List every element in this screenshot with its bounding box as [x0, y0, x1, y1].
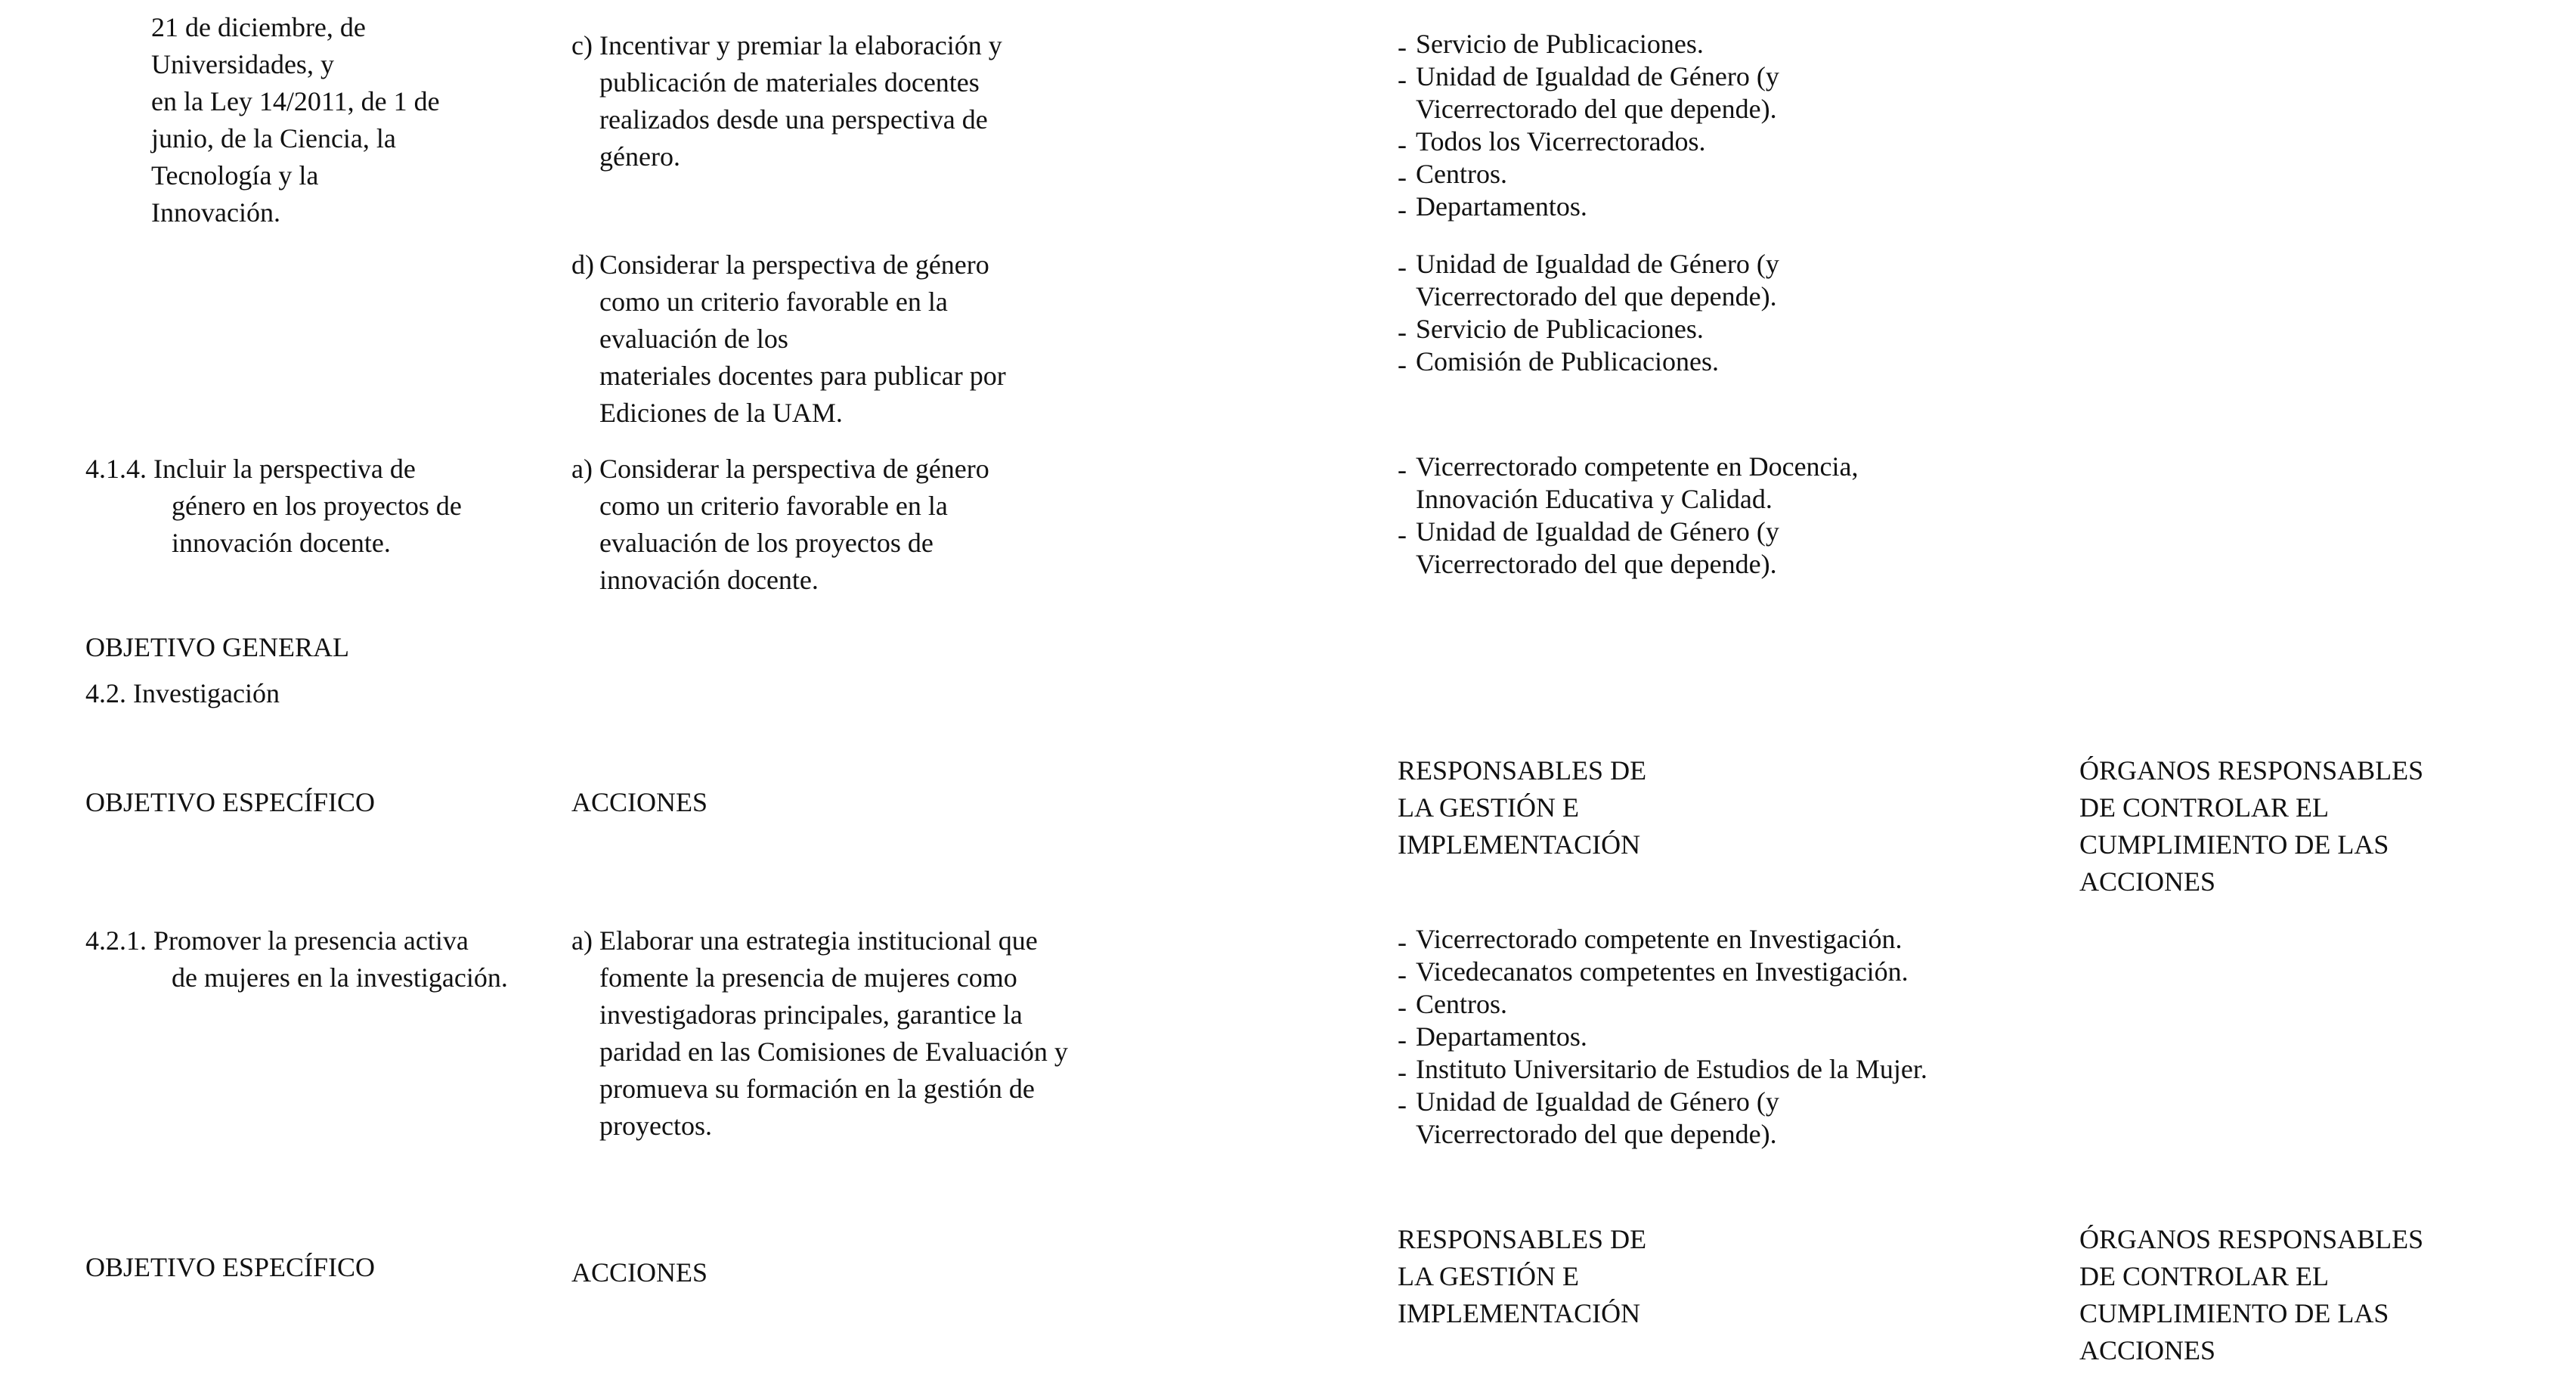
list-item: - Comisión de Publicaciones.	[1398, 346, 1719, 380]
objective-4-2-1: 4.2.1. Promover la presencia activa de mujeres en la investigación.	[85, 925, 508, 993]
column-header-control: ÓRGANOS RESPONSABLES DE CONTROLAR EL CUMPLIMIENTO DE LAS ACCIONES	[2079, 755, 2424, 897]
column-header-actions: ACCIONES	[571, 787, 708, 817]
list-item: - Instituto Universitario de Estudios de la Mujer.	[1398, 1054, 1927, 1087]
action-label: c)	[571, 30, 593, 60]
responsibles-c	[1398, 28, 1779, 223]
list-item: - Vicerrectorado competente en Docencia, Innovación Educativa y Calidad.	[1398, 451, 1859, 514]
list-item: - Servicio de Publicaciones.	[1398, 314, 1704, 347]
column-header-control: ÓRGANOS RESPONSABLES DE CONTROLAR EL CUMPLIMIENTO DE LAS ACCIONES	[2079, 1224, 2424, 1365]
list-item: - Unidad de Igualdad de Género (y Vicerrectorado del que depende).	[1398, 61, 1779, 124]
list-item: - Unidad de Igualdad de Género (y Vicerrectorado del que depende).	[1398, 516, 1779, 579]
column-header-actions: ACCIONES	[571, 1257, 708, 1288]
intro-legal-reference: 21 de diciembre, de Universidades, y en la Ley 14/2011, de 1 de junio, de la Ciencia, la Tecnología y la Innovación.	[151, 12, 440, 228]
list-item: - Centros.	[1398, 159, 1507, 192]
list-item: - Todos los Vicerrectorados.	[1398, 126, 1706, 160]
general-objective-heading: OBJETIVO GENERAL	[85, 632, 349, 662]
action-label: d)	[571, 249, 594, 280]
list-item: - Departamentos.	[1398, 1021, 1587, 1055]
list-item: - Unidad de Igualdad de Género (y Vicerrectorado del que depende).	[1398, 249, 1779, 311]
column-header-objective: OBJETIVO ESPECÍFICO	[85, 1252, 376, 1282]
responsibles-d	[1398, 248, 1779, 378]
column-header-responsible: RESPONSABLES DE LA GESTIÓN E IMPLEMENTACIÓN	[1398, 1224, 1647, 1328]
list-item: - Vicerrectorado competente en Investigación.	[1398, 924, 1903, 957]
list-item: - Departamentos.	[1398, 191, 1587, 225]
objective-4-1-4: 4.1.4. Incluir la perspectiva de género en los proyectos de innovación docente.	[85, 454, 462, 558]
action-label: a)	[571, 454, 593, 484]
column-header-objective: OBJETIVO ESPECÍFICO	[85, 787, 376, 817]
list-item: - Centros.	[1398, 989, 1507, 1022]
responsibles-4-2-1-a	[1398, 923, 1927, 1151]
column-header-responsible: RESPONSABLES DE LA GESTIÓN E IMPLEMENTACIÓN	[1398, 755, 1647, 860]
responsibles-4-1-4-a	[1398, 451, 1859, 581]
list-item: - Unidad de Igualdad de Género (y Vicerrectorado del que depende).	[1398, 1086, 1779, 1149]
list-item: - Vicedecanatos competentes en Investigación.	[1398, 956, 1909, 990]
list-item: - Servicio de Publicaciones.	[1398, 29, 1704, 62]
action-label: a)	[571, 925, 593, 956]
section-title: 4.2. Investigación	[85, 678, 280, 708]
